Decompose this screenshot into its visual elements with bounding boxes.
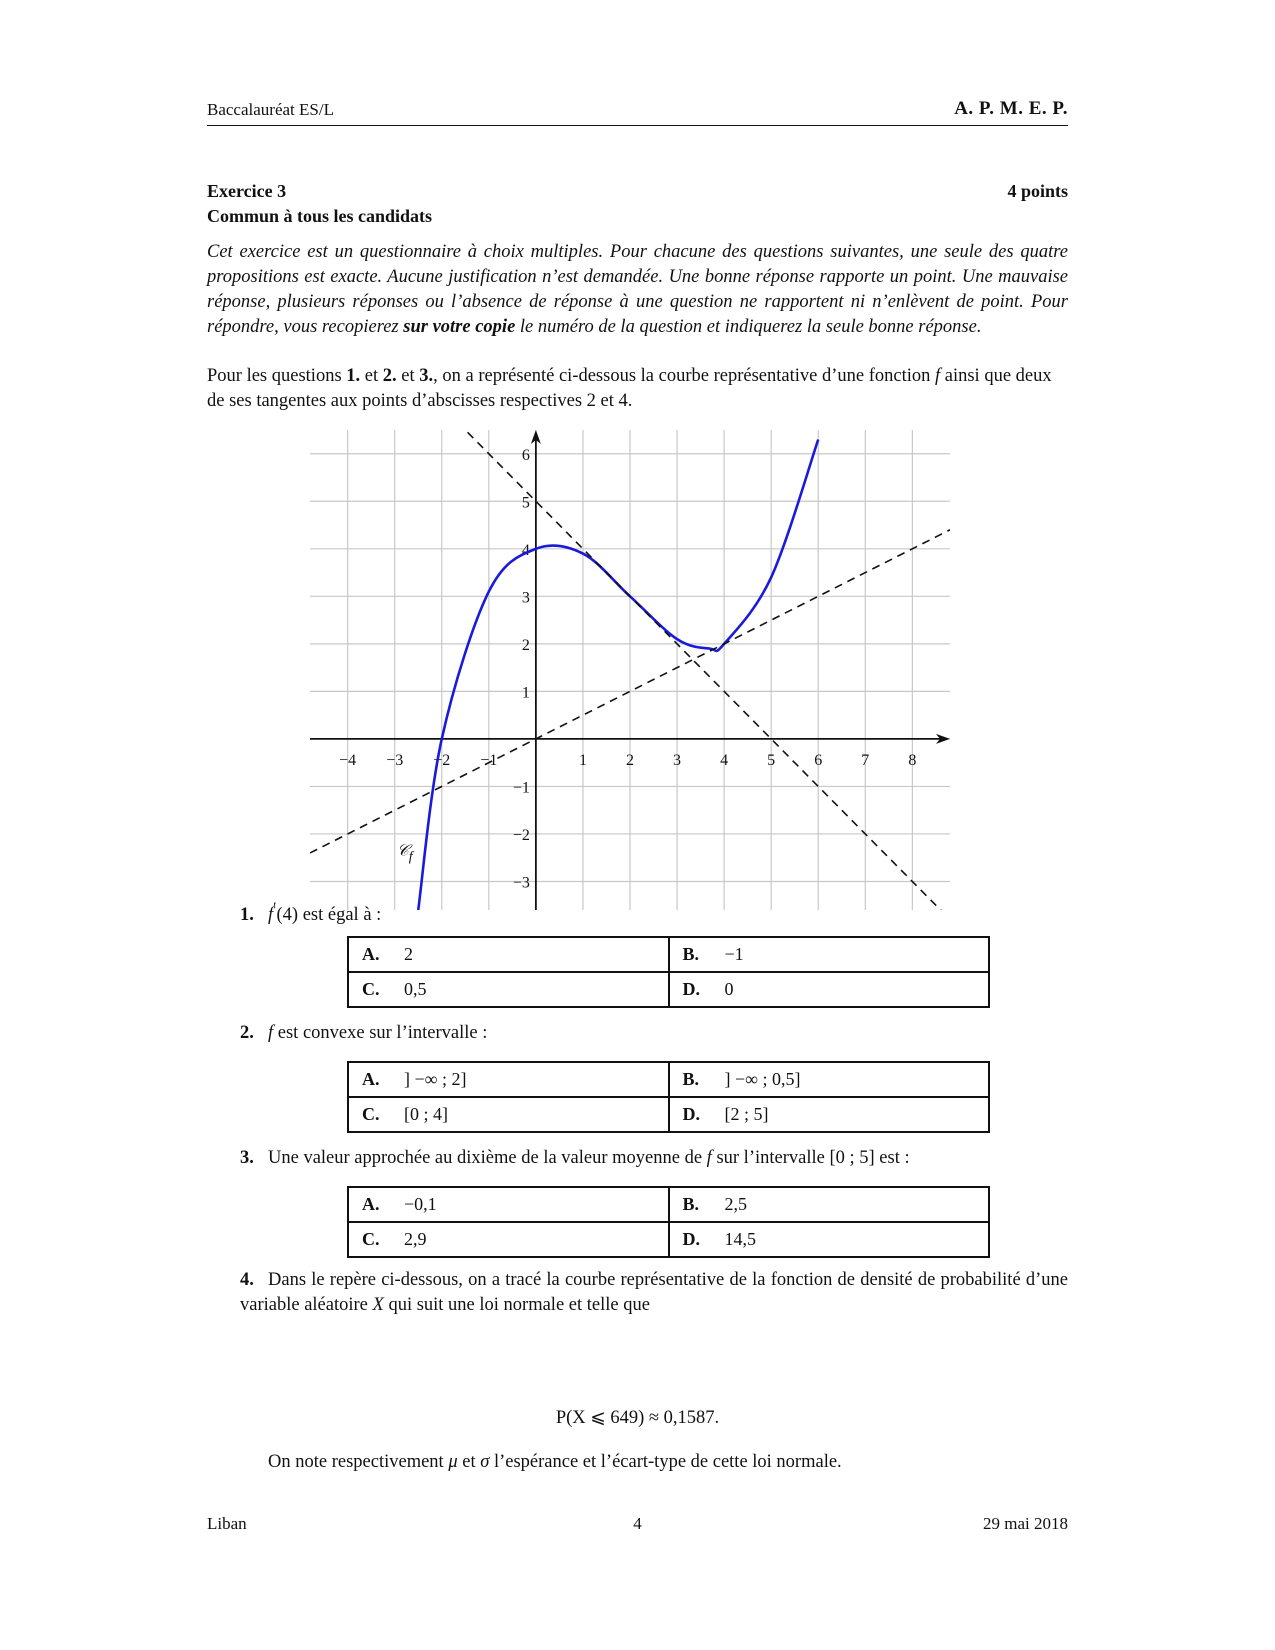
x-tick-label: 4	[720, 751, 729, 769]
x-tick-label: −2	[433, 751, 451, 769]
lead-f: f	[934, 366, 941, 386]
q1-answer-c	[348, 972, 669, 1007]
x-tick-label: 6	[814, 751, 823, 769]
q3-number: 3.	[240, 1148, 254, 1168]
q2-value-c: [0 ; 4]	[404, 1104, 448, 1124]
q4-var: X	[372, 1295, 384, 1315]
q1-value-d: 0	[724, 979, 734, 999]
q2-value-a: ] −∞ ; 2]	[404, 1069, 467, 1089]
q2-letter-a: A.	[362, 1069, 380, 1089]
y-tick-label: 5	[521, 494, 530, 512]
curve-label	[397, 842, 415, 864]
q3-value-d: 14,5	[724, 1229, 756, 1249]
q3-letter-a: A.	[362, 1194, 380, 1214]
y-tick-label: 3	[521, 589, 530, 607]
lead-q3: 3.	[419, 366, 434, 386]
footer-left: Liban	[207, 1514, 247, 1533]
graph-lead-text	[207, 364, 1068, 414]
exercise-points: 4 points	[1007, 181, 1068, 201]
header-left: Baccalauréat ES/L	[207, 100, 334, 119]
y-tick-label: 4	[521, 541, 530, 559]
q2-letter-d: D.	[682, 1104, 700, 1124]
x-tick-label: 7	[861, 751, 870, 769]
q1-letter-a: A.	[362, 944, 380, 964]
q1-value-a: 2	[404, 944, 413, 964]
q3-value-a: −0,1	[404, 1194, 437, 1214]
header-right: A. P. M. E. P.	[954, 98, 1068, 119]
lead-and2: et	[396, 366, 420, 386]
x-tick-label: −4	[339, 751, 357, 769]
q1-answer-b	[669, 937, 990, 972]
q3-answers-table	[347, 1186, 990, 1258]
q4-text-a: Dans le repère ci-dessous, on a tracé la courbe représentative de la fonction de densité de probabilité d’une variable aléatoire	[240, 1270, 1068, 1315]
y-tick-label: 6	[521, 446, 530, 464]
footer-right: 29 mai 2018	[983, 1514, 1068, 1533]
y-tick-label: 1	[521, 684, 530, 702]
q1-letter-b: B.	[682, 944, 700, 964]
curve-label-sub: f	[408, 849, 413, 865]
q2-number: 2.	[240, 1023, 254, 1043]
q3-value-b: 2,5	[724, 1194, 747, 1214]
q3-letter-b: B.	[682, 1194, 700, 1214]
q2-answer-b	[669, 1062, 990, 1097]
intro-bold: sur votre copie	[403, 317, 516, 337]
q1-text: (4) est égal à :	[276, 905, 382, 926]
y-tick-label: −3	[512, 874, 530, 892]
q3-fn: f	[706, 1148, 712, 1168]
q4-note	[268, 1450, 1096, 1475]
q3-answer-d	[669, 1222, 990, 1257]
q2-answer-c	[348, 1097, 669, 1132]
x-tick-label: 3	[673, 751, 682, 769]
q3-letter-c: C.	[362, 1229, 380, 1249]
intro-part2: le numéro de la question et indiquerez la seule bonne réponse.	[515, 317, 982, 337]
y-tick-label: −1	[512, 779, 530, 797]
q2-letter-b: B.	[682, 1069, 700, 1089]
q1-value-b: −1	[724, 944, 744, 964]
q2-letter-c: C.	[362, 1104, 380, 1124]
q2-fn: f	[268, 1023, 274, 1043]
lead-q2: 2.	[382, 366, 397, 386]
q2-answer-a	[348, 1062, 669, 1097]
question-4	[240, 1268, 1068, 1318]
q1-letter-c: C.	[362, 979, 380, 999]
x-tick-label: 1	[578, 751, 587, 769]
lead-and1: et	[360, 366, 383, 386]
x-tick-label: −1	[480, 751, 498, 769]
q2-value-b: ] −∞ ; 0,5]	[724, 1069, 801, 1089]
q2-value-d: [2 ; 5]	[724, 1104, 769, 1124]
lead-q1: 1.	[346, 366, 361, 386]
grid	[310, 430, 950, 910]
q4-note-b: et	[457, 1452, 481, 1472]
q4-text-b: qui suit une loi normale et telle que	[383, 1295, 650, 1315]
exercise-subtitle: Commun à tous les candidats	[207, 206, 433, 226]
question-1	[240, 896, 1068, 928]
q1-answer-d	[669, 972, 990, 1007]
x-tick-label: 8	[908, 751, 917, 769]
curve-label-main: 𝒞	[397, 842, 409, 860]
lead-part3: ainsi que deux de ses tangentes aux points d’abscisses respectives 2 et 4.	[207, 366, 1052, 411]
tick-labels	[339, 447, 916, 892]
lead-part2: , on a représenté ci-dessous la courbe représentative d’une fonction	[433, 366, 935, 386]
question-3	[240, 1146, 1068, 1171]
q1-prime: ′	[273, 900, 277, 917]
exercise-title: Exercice 3	[207, 181, 287, 201]
lead-part1: Pour les questions	[207, 366, 347, 386]
q1-value-c: 0,5	[404, 979, 427, 999]
q3-letter-d: D.	[682, 1229, 700, 1249]
q1-letter-d: D.	[682, 979, 700, 999]
intro-part1: Cet exercice est un questionnaire à choix multiples. Pour chacune des questions suivantes, une seule des quatre propositions est exacte. Aucune justification n’est demandée. Une bonne réponse rapporte un point. Une mauvaise réponse, plusieurs réponses ou l’absence de réponse à une question ne rapportent ni n’enlèvent de point. Pour répondre, vous recopierez	[207, 242, 1068, 337]
x-tick-label: 5	[767, 751, 776, 769]
function-graph	[310, 430, 950, 910]
q3-text-a: Une valeur approchée au dixième de la valeur moyenne de	[268, 1148, 707, 1168]
q1-answer-a	[348, 937, 669, 972]
q4-formula: P(X ⩽ 649) ≈ 0,1587.	[555, 1408, 720, 1428]
page-number: 4	[633, 1514, 642, 1533]
q4-number: 4.	[240, 1270, 254, 1290]
function-curve	[418, 440, 818, 910]
q4-sigma: σ	[480, 1452, 490, 1472]
q3-value-c: 2,9	[404, 1229, 427, 1249]
exercise-intro	[207, 240, 1068, 340]
q2-answers-table	[347, 1061, 990, 1133]
q1-answers-table	[347, 936, 990, 1008]
q3-answer-b	[669, 1187, 990, 1222]
q2-text: est convexe sur l’intervalle :	[273, 1023, 488, 1043]
q4-mu: μ	[448, 1452, 458, 1472]
q3-answer-a	[348, 1187, 669, 1222]
x-tick-label: 2	[626, 751, 634, 769]
question-2	[240, 1021, 1068, 1046]
y-tick-label: 2	[521, 636, 530, 654]
x-tick-label: −3	[386, 751, 404, 769]
header-rule	[207, 125, 1068, 126]
q2-answer-d	[669, 1097, 990, 1132]
q1-number: 1.	[240, 905, 254, 926]
q3-text-b: sur l’intervalle [0 ; 5] est :	[711, 1148, 910, 1168]
q4-note-c: l’espérance et l’écart-type de cette loi normale.	[489, 1452, 842, 1472]
q4-note-a: On note respectivement	[268, 1452, 449, 1472]
q1-fn: f	[268, 905, 274, 926]
q3-answer-c	[348, 1222, 669, 1257]
y-tick-label: −2	[512, 826, 530, 844]
